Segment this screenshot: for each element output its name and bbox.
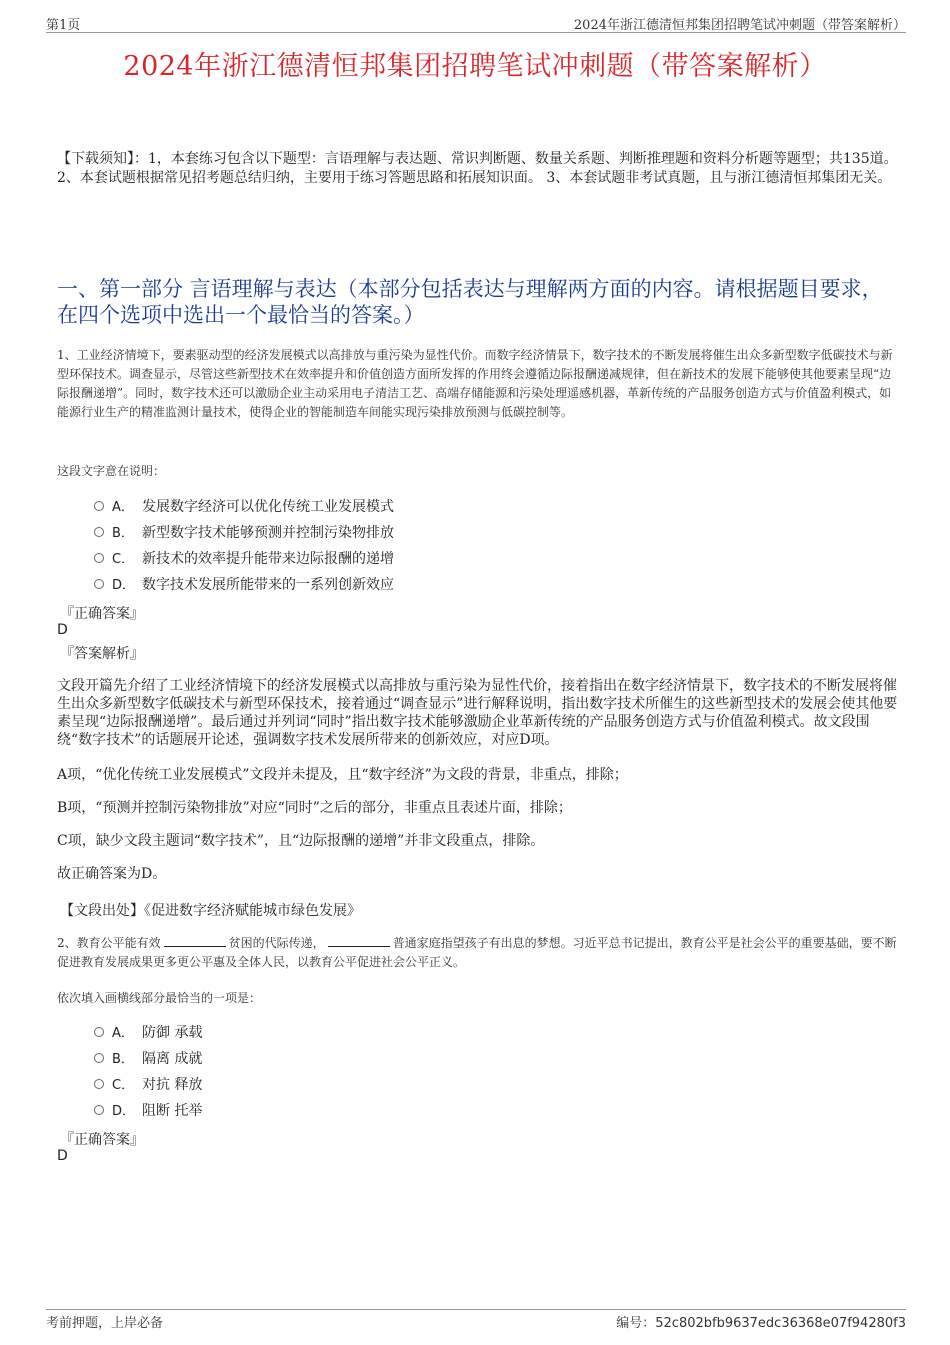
question-2-answer-label: 『正确答案』 <box>60 1132 144 1148</box>
radio-icon[interactable] <box>94 527 104 537</box>
question-1-analysis-a: A项，“优化传统工业发展模式”文段并未提及，且“数字经济”为文段的背景，非重点，排除； <box>57 767 628 783</box>
header-divider <box>46 32 906 33</box>
question-2-option-d[interactable]: D． 阻断 托举 <box>94 1100 202 1126</box>
question-1-analysis-c: C项，缺少文段主题词“数字技术”，且“边际报酬的递增”并非文段重点，排除。 <box>57 833 545 849</box>
question-2-option-c[interactable]: C． 对抗 释放 <box>94 1074 202 1100</box>
question-1-option-d[interactable]: D． 数字技术发展所能带来的一系列创新效应 <box>94 574 394 600</box>
question-1-answer: D <box>57 622 68 638</box>
question-1-prompt: 这段文字意在说明： <box>57 464 166 478</box>
radio-icon[interactable] <box>94 553 104 563</box>
header-doc-title: 2024年浙江德清恒邦集团招聘笔试冲刺题（带答案解析） <box>573 18 906 33</box>
footer-slogan: 考前押题，上岸必备 <box>46 1316 164 1331</box>
question-1-analysis-b: B项，“预测并控制污染物排放”对应“同时”之后的部分，非重点且表述片面，排除； <box>57 800 572 816</box>
question-2-option-a[interactable]: A． 防御 承载 <box>94 1022 202 1048</box>
question-2-prompt: 依次填入画横线部分最恰当的一项是： <box>57 991 262 1005</box>
question-1-body: 1、工业经济情境下，要素驱动型的经济发展模式以高排放与重污染为显性代价。而数字经济情景下，数字技术的不断发展将催生出众多新型数字低碳技术与新型环保技术。调查显示，尽管这些新型技术在效率提升和价值创造方面所发挥的作用终会遵循边际报酬递减规律，但在新技术的发展下能够使其他要素呈现“边际报酬递增”。同时，数字技术还可以激励企业主动采用电子清洁工艺、高端存储能源和污染处理遥感机器，革新传统的产品服务创造方式与价值盈利模式，如能源行业生产的精准监测计量技术，使得企业的智能制造车间能实现污染排放预测与低碳控制等。 <box>57 348 893 419</box>
page-number: 第1页 <box>46 18 81 33</box>
question-1-source: 【文段出处】《促进数字经济赋能城市绿色发展》 <box>60 903 361 919</box>
radio-icon[interactable] <box>94 1027 104 1037</box>
question-2-answer: D <box>57 1148 68 1164</box>
question-2-options <box>94 1022 202 1126</box>
question-1-option-c[interactable]: C． 新技术的效率提升能带来边际报酬的递增 <box>94 548 394 574</box>
radio-icon[interactable] <box>94 501 104 511</box>
fill-blank-2[interactable] <box>328 934 390 947</box>
question-1-analysis: 文段开篇先介绍了工业经济情境下的经济发展模式以高排放与重污染为显性代价，接着指出在数字经济情景下，数字技术的不断发展将催生出众多新型数字低碳技术与新型环保技术，接着通过“调查显示”进行解释说明，指出数字技术所催生的这些新型技术的发展会使其他要素呈现“边际报酬递增”。最后通过并列词“同时”指出数字技术能够激励企业革新传统的产品服务创造方式与价值盈利模式。故文段围绕“数字技术”的话题展开论述，强调数字技术发展所带来的创新效应，对应D项。 <box>57 678 898 748</box>
section-heading: 一、第一部分 言语理解与表达（本部分包括表达与理解两方面的内容。请根据题目要求，在四个选项中选出一个最恰当的答案。） <box>57 277 883 327</box>
question-2-body: 2、教育公平能有效 贫困的代际传递， 普通家庭指望孩子有出息的梦想。习近平总书记提出，教育公平是社会公平的重要基础，要不断促进教育发展成果更多更公平惠及全体人民，以教育公平促进社会公平正义。 <box>57 936 897 969</box>
footer-doc-code: 编号：52c802bfb9637edc36368e07f94280f3 <box>616 1316 906 1331</box>
question-1-answer-label: 『正确答案』 <box>60 606 144 622</box>
page-title: 2024年浙江德清恒邦集团招聘笔试冲刺题（带答案解析） <box>123 51 827 82</box>
footer-divider <box>46 1309 906 1310</box>
radio-icon[interactable] <box>94 1053 104 1063</box>
question-1-options <box>94 496 394 600</box>
fill-blank-1[interactable] <box>164 934 226 947</box>
question-1-option-a[interactable]: A． 发展数字经济可以优化传统工业发展模式 <box>94 496 394 522</box>
download-notice: 【下载须知】：1，本套练习包含以下题型：言语理解与表达题、常识判断题、数量关系题、判断推理题和资料分析题等题型；共135道。 2、本套试题根据常见招考题总结归纳，主要用于练习答题思路和拓展知识面。 3、本套试题非考试真题，且与浙江德清恒邦集团无关。 <box>57 151 898 186</box>
question-1-conclusion: 故正确答案为D。 <box>57 866 167 882</box>
radio-icon[interactable] <box>94 1079 104 1089</box>
question-1-analysis-label: 『答案解析』 <box>60 646 144 662</box>
radio-icon[interactable] <box>94 1105 104 1115</box>
question-2-option-b[interactable]: B． 隔离 成就 <box>94 1048 202 1074</box>
radio-icon[interactable] <box>94 579 104 589</box>
question-1-option-b[interactable]: B． 新型数字技术能够预测并控制污染物排放 <box>94 522 394 548</box>
